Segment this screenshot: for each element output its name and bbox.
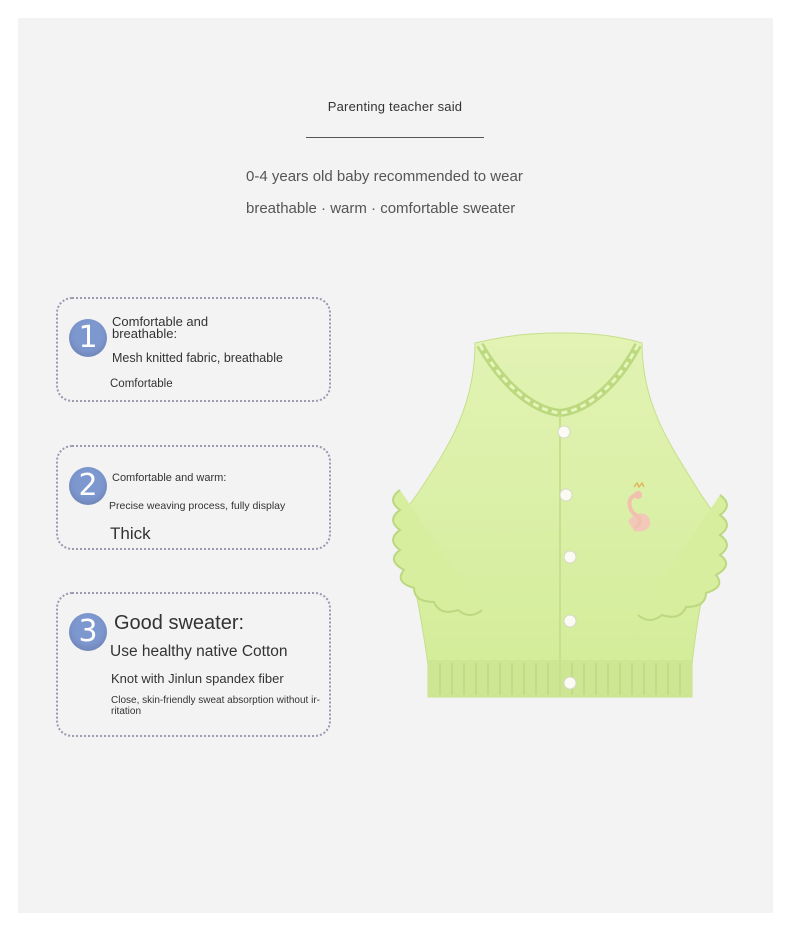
vest-icon	[380, 325, 740, 710]
subtitle-line-1: 0-4 years old baby recommended to wear	[246, 168, 523, 185]
feature-text: Close, skin-friendly sweat absorption without ir-ritation	[111, 695, 320, 717]
feature-title: Comfortable and warm:	[112, 472, 227, 484]
feature-text: Thick	[110, 524, 151, 543]
feature-text: Precise weaving process, fully display	[109, 500, 286, 512]
feature-text: Mesh knitted fabric, breathable	[112, 351, 283, 365]
number-badge: 1	[69, 319, 107, 357]
product-image	[380, 325, 740, 710]
feature-card-3	[56, 592, 331, 737]
number-badge: 3	[69, 613, 107, 651]
feature-title: Good sweater:	[114, 612, 245, 634]
feature-text: Comfortable	[110, 378, 173, 390]
heading-divider	[306, 137, 484, 138]
feature-text: Use healthy native Cotton	[110, 643, 288, 660]
number-badge: 2	[69, 467, 107, 505]
feature-card-2	[56, 445, 331, 550]
feature-card-1	[56, 297, 331, 402]
subtitle-line-2: breathable · warm · comfortable sweater	[246, 200, 516, 217]
section-heading: Parenting teacher said	[327, 99, 463, 114]
feature-text: Knot with Jinlun spandex fiber	[111, 671, 284, 686]
feature-title: Comfortable and breathable:	[112, 314, 209, 341]
